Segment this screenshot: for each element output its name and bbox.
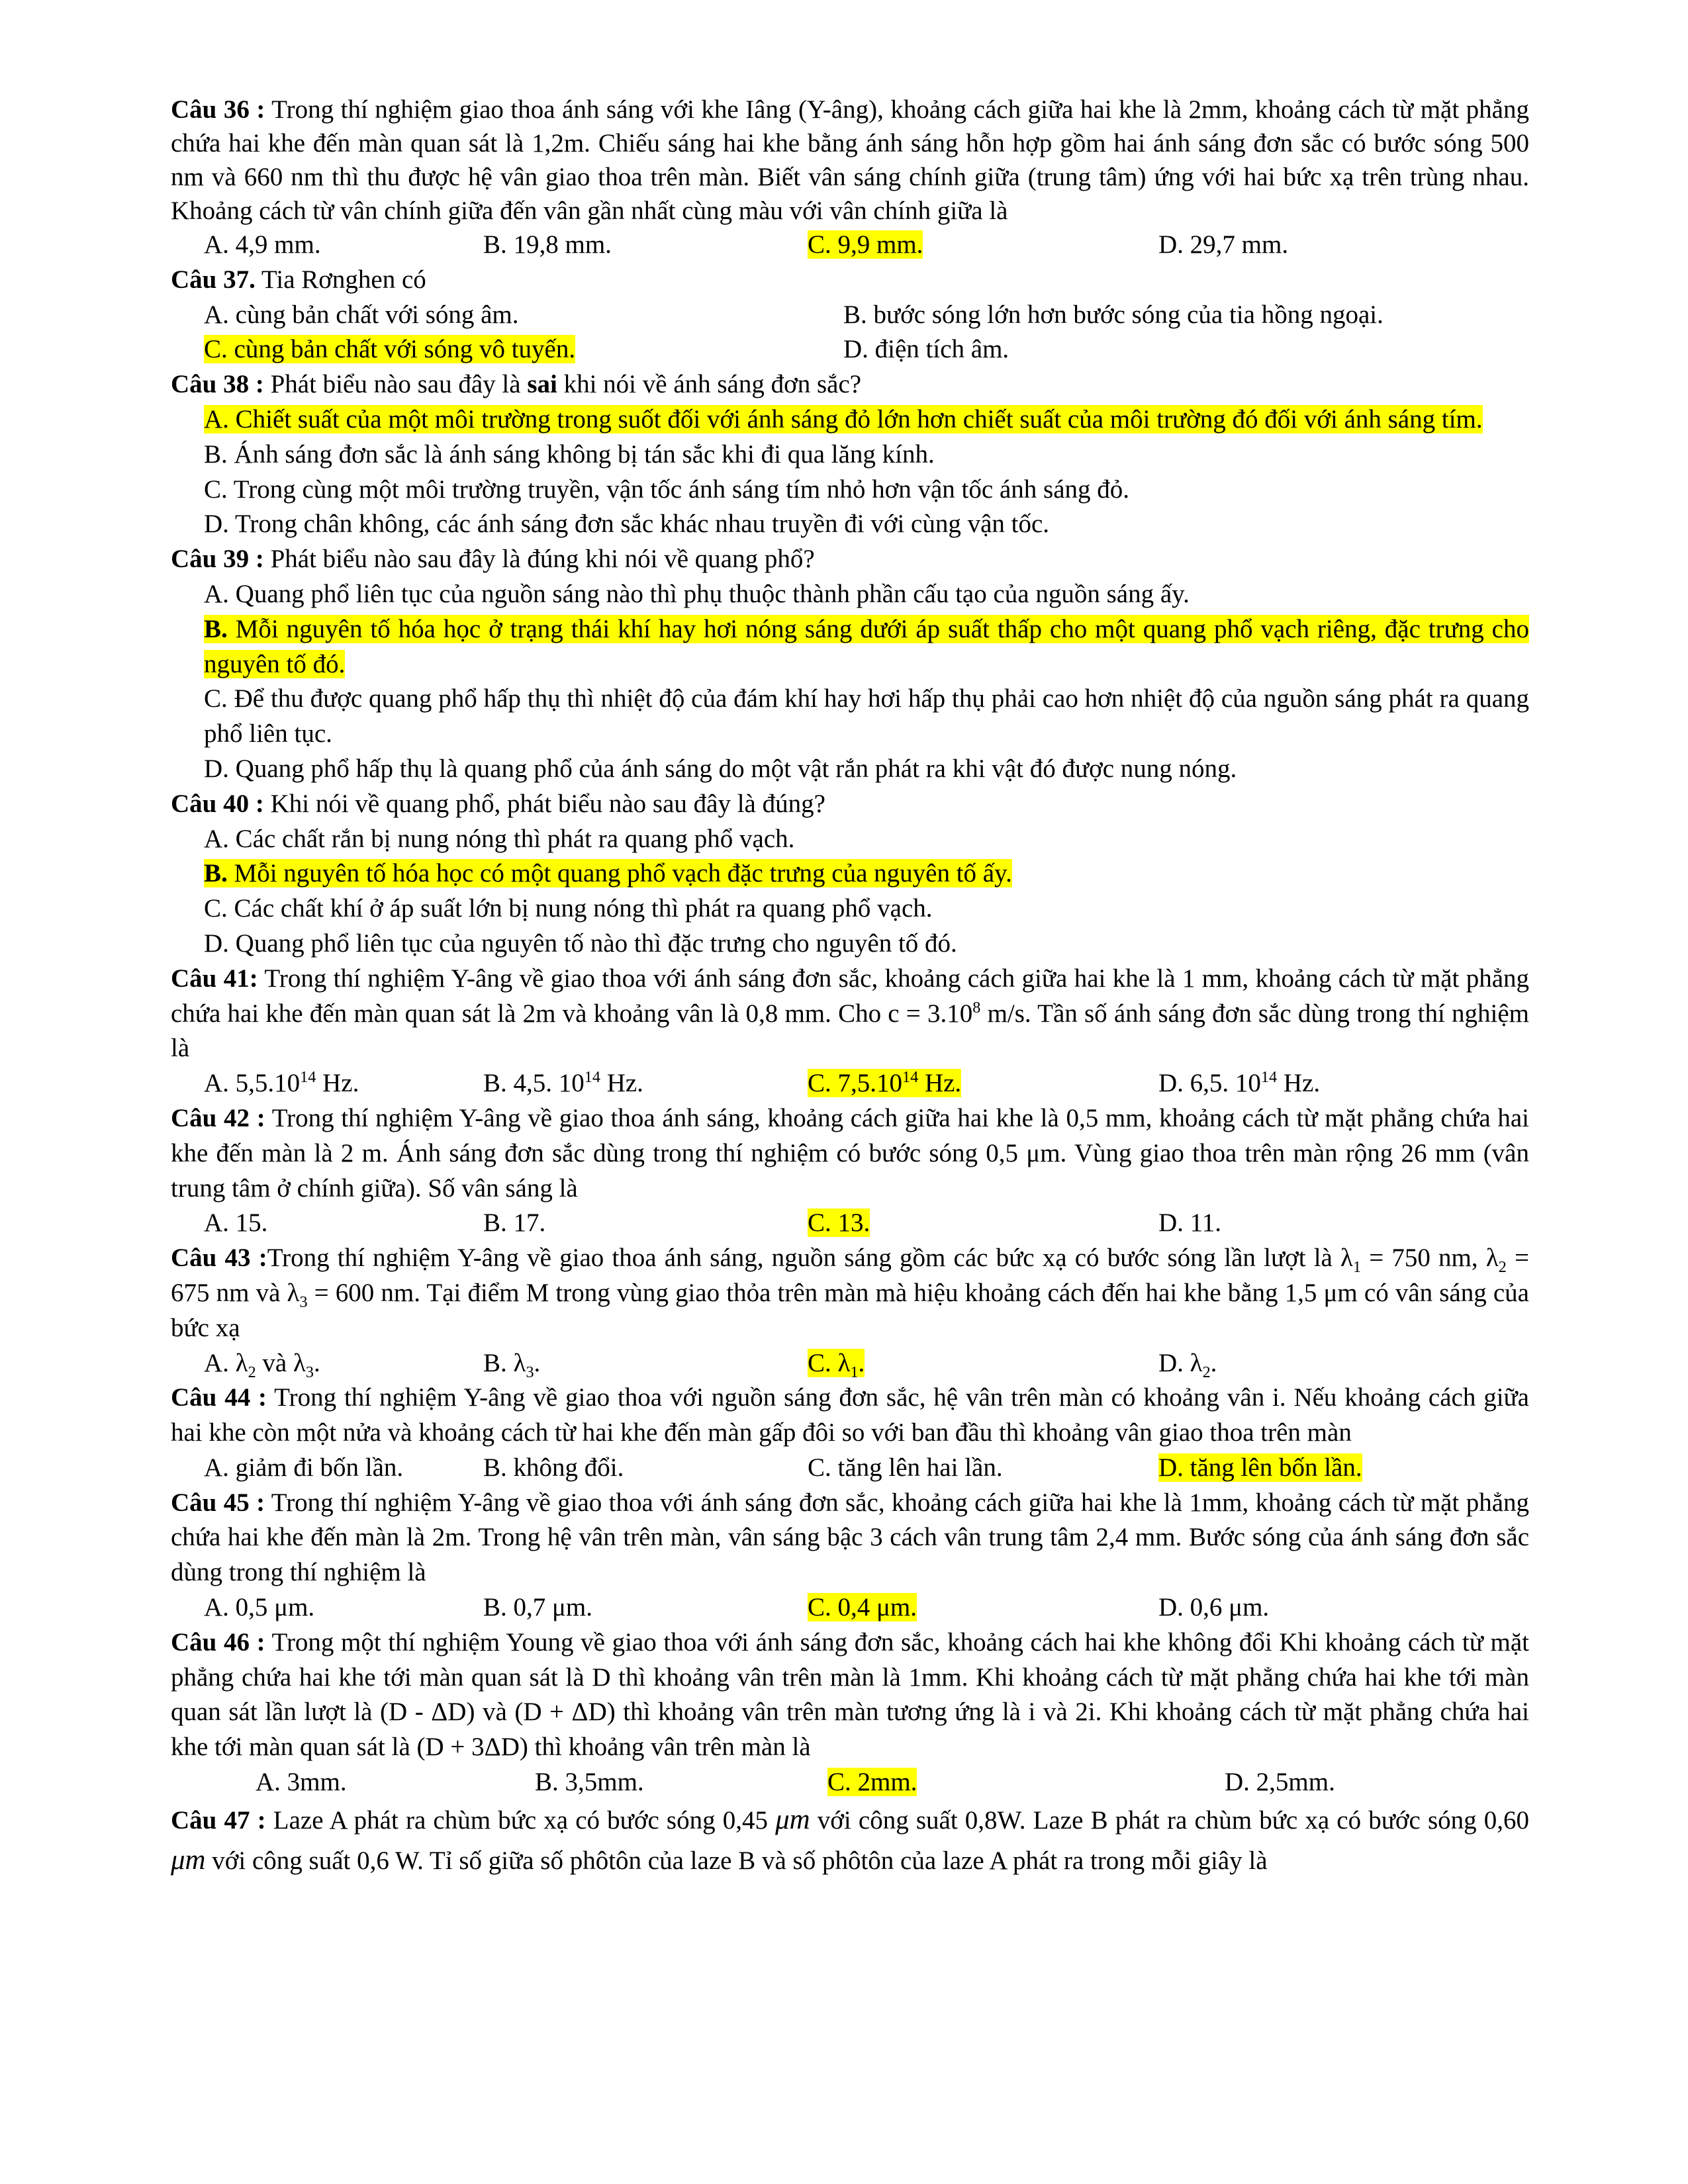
option-c: C. Các chất khí ở áp suất lớn bị nung nóng thì phát ra quang phổ vạch. [204, 894, 933, 923]
question-42 [171, 1101, 1529, 1206]
question-37 [171, 263, 1529, 298]
option-a: A. 0,5 μm. [204, 1593, 315, 1622]
question-text: Trong một thí nghiệm Young về giao thoa với ánh sáng đơn sắc, khoảng cách hai khe không đổi Khi khoảng cách từ mặt phẳng chứa hai khe tới màn quan sát là D thì khoảng vân trên màn là 1mm. Khi khoảng cách từ mặt phẳng chứa hai khe tới màn quan sát lần lượt là (D - ΔD) và (D + ΔD) thì khoảng vân trên màn tương ứng là i và 2i. Khi khoảng cách từ mặt phẳng chứa hai khe tới màn quan sát là (D + 3ΔD) thì khoảng vân trên màn là [171, 1627, 1530, 1762]
unit-micrometer: μm [775, 1803, 810, 1835]
option-a: A. 4,9 mm. [204, 230, 321, 259]
option-c: C. tăng lên hai lần. [808, 1453, 1003, 1482]
option-a: A. cùng bản chất với sóng âm. [204, 300, 519, 329]
option-a: A. 5,5.10$^{14}$ Hz. [204, 1068, 359, 1098]
question-43: Câu 43 :Trong thí nghiệm Y-âng về giao thoa ánh sáng, nguồn sáng gồm các bức xạ có bước sóng lần lượt là $\lambda_1 = 750$ nm, $\lambda_2 = 675$ nm và $\lambda_3 = 600$ nm. Tại điểm M trong vùng giao thỏa trên màn mà hiệu khoảng cách đến hai khe bằng 1,5 μm có vân sáng của bức xạ [171, 1244, 1529, 1342]
question-text: Trong thí nghiệm giao thoa ánh sáng với khe Iâng (Y-âng), khoảng cách giữa hai khe là 2mm, khoảng cách từ mặt phẳng chứa hai khe đến màn quan sát là 1,2m. Chiếu sáng hai khe bằng ánh sáng hỗn hợp gồm hai ánh sáng đơn sắc có bước sóng 500 nm và 660 nm thì thu được hệ vân giao thoa trên màn. Biết vân sáng chính giữa (trung tâm) ứng với hai bức xạ trên trùng nhau. Khoảng cách từ vân chính giữa đến vân gần nhất cùng màu với vân chính giữa là [171, 95, 1529, 225]
options-46 [171, 1765, 1529, 1800]
question-text: Phát biểu nào sau đây là đúng khi nói về quang phổ? [263, 545, 815, 574]
option-c: C. Để thu được quang phổ hấp thụ thì nhiệt độ của đám khí hay hơi hấp thụ phải cao hơn nhiệt độ của nguồn sáng phát ra quang phổ liên tục. [204, 684, 1529, 749]
question-text-end: khi nói về ánh sáng đơn sắc? [557, 370, 862, 399]
option-b: B. 19,8 mm. [483, 230, 612, 259]
option-a-answer: A. Chiết suất của một môi trường trong suốt đối với ánh sáng đỏ lớn hơn chiết suất của môi trường đó đối với ánh sáng tím. [204, 404, 1483, 433]
option-d: D. Trong chân không, các ánh sáng đơn sắc khác nhau truyền đi với cùng vận tốc. [204, 510, 1050, 539]
option-c-answer: C. $\lambda_1$. [808, 1348, 865, 1381]
option-a: A. Quang phổ liên tục của nguồn sáng nào thì phụ thuộc thành phần cấu tạo của nguồn sáng ấy. [204, 579, 1190, 608]
option-a: A. $\lambda_2$ và $\lambda_3$. [204, 1348, 320, 1381]
question-41 [171, 962, 1529, 1066]
question-38 [171, 367, 1529, 402]
option-d: D. $\lambda_2$. [1158, 1348, 1217, 1381]
option-b: B. Ánh sáng đơn sắc là ánh sáng không bị tán sắc khi đi qua lăng kính. [204, 439, 935, 469]
option-b: B. 4,5. $10^{14}$ Hz. [483, 1068, 643, 1098]
option-letter: B. [204, 614, 228, 643]
question-number: Câu 47 : [171, 1805, 266, 1835]
options-44 [171, 1451, 1529, 1486]
question-text: Phát biểu nào sau đây là [263, 370, 528, 399]
question-36 [171, 93, 1529, 228]
question-number: Câu 38 : [171, 370, 264, 399]
options-37-row1 [171, 298, 1529, 333]
question-text: Tia Rơnghen có [255, 265, 426, 294]
question-number: Câu 45 : [171, 1488, 265, 1517]
option-b-answer [171, 612, 1529, 682]
question-text-end: m/s. Tần số ánh sáng đơn sắc dùng trong thí nghiệm là [171, 999, 1529, 1063]
option-a: A. giảm đi bốn lần. [204, 1453, 404, 1482]
question-text: Trong thí nghiệm Y-âng về giao thoa với nguồn sáng đơn sắc, hệ vân trên màn có khoảng vân i. Nếu khoảng cách giữa hai khe còn một nửa và khoảng cách từ hai khe đến màn gấp đôi so với ban đầu thì khoảng vân giao thoa trên màn [171, 1383, 1529, 1447]
option-c-answer: C. 9,9 mm. [808, 230, 923, 259]
exam-page [171, 93, 1529, 1881]
option-c: C. Trong cùng một môi trường truyền, vận tốc ánh sáng tím nhỏ hơn vận tốc ánh sáng đỏ. [204, 475, 1130, 504]
option-c-answer: C. 2mm. [827, 1768, 917, 1797]
question-keyword: sai [527, 370, 557, 399]
option-d: D. 6,5. $10^{14}$ Hz. [1158, 1068, 1321, 1098]
exponent: 8 [972, 998, 981, 1017]
question-text: Khi nói về quang phổ, phát biểu nào sau đây là đúng? [263, 789, 825, 818]
question-number: Câu 40 : [171, 789, 264, 818]
question-40 [171, 787, 1529, 822]
option-d: D. 29,7 mm. [1158, 230, 1289, 259]
option-d: D. 11. [1158, 1208, 1221, 1238]
option-c-answer: C. 0,4 μm. [808, 1593, 917, 1622]
option-b: B. 17. [483, 1208, 546, 1238]
question-39 [171, 542, 1529, 577]
option-d: D. 0,6 μm. [1158, 1593, 1270, 1622]
option-c-answer: C. 7,5.10$^{14}$ Hz. [808, 1068, 962, 1098]
question-number: Câu 42 : [171, 1103, 265, 1132]
question-number: Câu 36 : [171, 95, 265, 124]
option-b: B. 3,5mm. [535, 1768, 644, 1797]
unit-micrometer: μm [171, 1844, 206, 1876]
option-c-answer: C. 13. [808, 1208, 870, 1238]
question-number: Câu 37. [171, 265, 256, 294]
question-number: Câu 43 : [171, 1244, 267, 1273]
option-a: A. Các chất rắn bị nung nóng thì phát ra quang phổ vạch. [204, 824, 795, 853]
question-number: Câu 39 : [171, 545, 264, 574]
option-b-answer [171, 856, 1529, 891]
option-c-answer: C. cùng bản chất với sóng vô tuyến. [204, 335, 576, 364]
option-d: D. Quang phổ hấp thụ là quang phổ của ánh sáng do một vật rắn phát ra khi vật đó được nung nóng. [204, 754, 1237, 783]
option-d: D. 2,5mm. [1225, 1768, 1335, 1797]
options-36 [171, 228, 1529, 263]
option-a: A. 15. [204, 1208, 268, 1238]
question-47: Câu 47 : Laze A phát ra chùm bức xạ có bước sóng 0,45 μm với công suất 0,8W. Laze B phát ra chùm bức xạ có bước sóng 0,60 μm với công suất 0,6 W. Tỉ số giữa số phôtôn của laze B và số phôtôn của laze A phát ra trong mỗi giây là [171, 1803, 1530, 1876]
options-41 [171, 1066, 1529, 1101]
option-text: Mỗi nguyên tố hóa học có một quang phổ vạch đặc trưng của nguyên tố ấy. [227, 859, 1012, 888]
options-43 [171, 1346, 1529, 1381]
option-b: B. $\lambda_3$. [483, 1348, 541, 1381]
option-b: B. 0,7 μm. [483, 1593, 593, 1622]
options-45 [171, 1590, 1529, 1625]
question-number: Câu 46 : [171, 1627, 265, 1657]
option-d: D. Quang phổ liên tục của nguyên tố nào thì đặc trưng cho nguyên tố đó. [204, 929, 957, 958]
option-letter: B. [204, 859, 228, 888]
question-number: Câu 44 : [171, 1383, 267, 1412]
option-a: A. 3mm. [256, 1768, 347, 1797]
option-b: B. bước sóng lớn hơn bước sóng của tia hồng ngoại. [843, 300, 1383, 329]
question-text: Trong thí nghiệm Y-âng về giao thoa với ánh sáng đơn sắc, khoảng cách giữa hai khe là 1mm, khoảng cách từ mặt phẳng chứa hai khe đến màn là 2m. Trong hệ vân trên màn, vân sáng bậc 3 cách vân trung tâm 2,4 mm. Bước sóng của ánh sáng đơn sắc dùng trong thí nghiệm là [171, 1488, 1530, 1587]
question-text: Trong thí nghiệm Y-âng về giao thoa với ánh sáng đơn sắc, khoảng cách giữa hai khe là 1 mm, khoảng cách từ mặt phẳng chứa hai khe đến màn quan sát là 2m và khoảng vân là 0,8 mm. Cho c = 3.10 [171, 964, 1530, 1028]
question-46 [171, 1625, 1529, 1765]
options-37-row2 [171, 332, 1529, 367]
option-d: D. điện tích âm. [843, 335, 1009, 364]
options-42 [171, 1206, 1529, 1241]
option-b: B. không đổi. [483, 1453, 624, 1482]
question-45 [171, 1486, 1529, 1590]
option-text: Mỗi nguyên tố hóa học ở trạng thái khí hay hơi nóng sáng dưới áp suất thấp cho một quang phổ vạch riêng, đặc trưng cho nguyên tố đó. [204, 614, 1529, 678]
option-d-answer: D. tăng lên bốn lần. [1158, 1453, 1362, 1482]
question-text: Trong thí nghiệm Y-âng về giao thoa ánh sáng, khoảng cách giữa hai khe là 0,5 mm, khoảng cách từ mặt phẳng chứa hai khe đến màn là 2 m. Ánh sáng đơn sắc dùng trong thí nghiệm có bước sóng 0,5 μm. Vùng giao thoa trên màn rộng 26 mm (vân trung tâm ở chính giữa). Số vân sáng là [171, 1103, 1530, 1203]
question-number: Câu 41: [171, 964, 258, 993]
question-44 [171, 1381, 1529, 1451]
